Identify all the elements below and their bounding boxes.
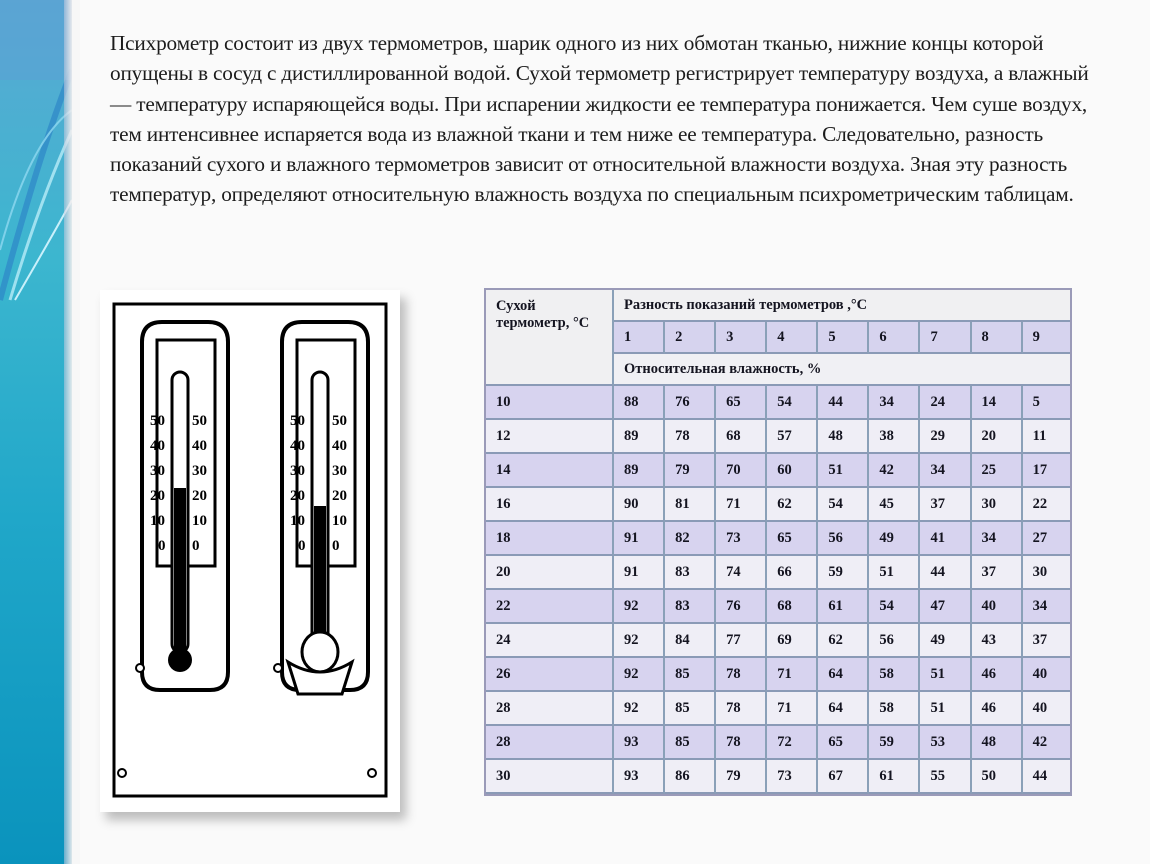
dry-temp-cell: 26	[486, 658, 614, 692]
humidity-value-cell: 81	[665, 488, 716, 522]
svg-text:10: 10	[332, 513, 347, 529]
humidity-value-cell: 46	[972, 658, 1023, 692]
humidity-value-cell: 14	[972, 386, 1023, 420]
humidity-value-cell: 92	[614, 658, 665, 692]
difference-value-cell: 1	[614, 322, 665, 354]
humidity-value-cell: 78	[716, 658, 767, 692]
humidity-value-cell: 48	[818, 420, 869, 454]
humidity-value-cell: 92	[614, 692, 665, 726]
humidity-value-cell: 54	[767, 386, 818, 420]
humidity-value-cell: 40	[1023, 658, 1070, 692]
table-row	[486, 420, 1070, 454]
dry-temp-cell: 18	[486, 522, 614, 556]
svg-text:0: 0	[158, 538, 166, 554]
humidity-value-cell: 65	[716, 386, 767, 420]
humidity-value-cell: 53	[920, 726, 971, 760]
svg-text:20: 20	[332, 488, 347, 504]
slide-page	[80, 0, 1150, 864]
table-row	[486, 590, 1070, 624]
table-row	[486, 760, 1070, 794]
decorative-sidebar	[0, 0, 72, 864]
humidity-value-cell: 78	[716, 726, 767, 760]
humidity-value-cell: 72	[767, 726, 818, 760]
humidity-value-cell: 76	[665, 386, 716, 420]
dry-temp-cell: 28	[486, 726, 614, 760]
difference-value-cell: 9	[1023, 322, 1070, 354]
humidity-value-cell: 54	[869, 590, 920, 624]
svg-text:40: 40	[150, 438, 165, 454]
humidity-value-cell: 78	[716, 692, 767, 726]
humidity-value-cell: 70	[716, 454, 767, 488]
humidity-value-cell: 42	[869, 454, 920, 488]
table-row	[486, 726, 1070, 760]
humidity-value-cell: 92	[614, 590, 665, 624]
svg-text:30: 30	[150, 463, 165, 479]
humidity-value-cell: 55	[920, 760, 971, 794]
humidity-table-container	[484, 288, 1072, 796]
dry-thermometer-header: Сухой термометр, °C	[486, 290, 614, 386]
humidity-value-cell: 49	[869, 522, 920, 556]
humidity-value-cell: 37	[920, 488, 971, 522]
humidity-value-cell: 92	[614, 624, 665, 658]
svg-text:40: 40	[290, 438, 305, 454]
humidity-value-cell: 37	[972, 556, 1023, 590]
svg-text:30: 30	[192, 463, 207, 479]
dry-temp-cell: 22	[486, 590, 614, 624]
humidity-value-cell: 22	[1023, 488, 1070, 522]
relative-humidity-header: Относительная влажность, %	[614, 354, 1070, 386]
humidity-value-cell: 25	[972, 454, 1023, 488]
humidity-value-cell: 67	[818, 760, 869, 794]
humidity-value-cell: 91	[614, 522, 665, 556]
dry-temp-cell: 24	[486, 624, 614, 658]
humidity-value-cell: 84	[665, 624, 716, 658]
humidity-value-cell: 42	[1023, 726, 1070, 760]
humidity-value-cell: 20	[972, 420, 1023, 454]
humidity-value-cell: 50	[972, 760, 1023, 794]
humidity-value-cell: 51	[920, 692, 971, 726]
humidity-value-cell: 86	[665, 760, 716, 794]
humidity-value-cell: 43	[972, 624, 1023, 658]
humidity-value-cell: 61	[818, 590, 869, 624]
table-row	[486, 692, 1070, 726]
humidity-value-cell: 40	[972, 590, 1023, 624]
svg-text:10: 10	[192, 513, 207, 529]
humidity-value-cell: 85	[665, 692, 716, 726]
humidity-value-cell: 17	[1023, 454, 1070, 488]
psychrometer-illustration	[100, 290, 400, 812]
humidity-value-cell: 71	[767, 658, 818, 692]
humidity-value-cell: 83	[665, 590, 716, 624]
humidity-value-cell: 76	[716, 590, 767, 624]
humidity-value-cell: 56	[869, 624, 920, 658]
humidity-value-cell: 30	[1023, 556, 1070, 590]
humidity-value-cell: 93	[614, 760, 665, 794]
humidity-value-cell: 91	[614, 556, 665, 590]
humidity-value-cell: 46	[972, 692, 1023, 726]
difference-header: Разность показаний термометров ,°C	[614, 290, 1070, 322]
svg-text:20: 20	[290, 488, 305, 504]
humidity-value-cell: 61	[869, 760, 920, 794]
decorative-swoosh-icon	[0, 0, 72, 864]
humidity-value-cell: 51	[818, 454, 869, 488]
table-row	[486, 556, 1070, 590]
humidity-value-cell: 89	[614, 420, 665, 454]
humidity-value-cell: 29	[920, 420, 971, 454]
svg-text:30: 30	[290, 463, 305, 479]
humidity-value-cell: 73	[716, 522, 767, 556]
humidity-value-cell: 27	[1023, 522, 1070, 556]
difference-value-cell: 6	[869, 322, 920, 354]
humidity-value-cell: 73	[767, 760, 818, 794]
humidity-value-cell: 56	[818, 522, 869, 556]
humidity-value-cell: 78	[665, 420, 716, 454]
svg-text:20: 20	[150, 488, 165, 504]
humidity-value-cell: 71	[767, 692, 818, 726]
difference-value-cell: 2	[665, 322, 716, 354]
difference-value-cell: 4	[767, 322, 818, 354]
humidity-value-cell: 59	[818, 556, 869, 590]
humidity-value-cell: 68	[767, 590, 818, 624]
dry-temp-cell: 16	[486, 488, 614, 522]
humidity-value-cell: 62	[818, 624, 869, 658]
humidity-value-cell: 68	[716, 420, 767, 454]
humidity-value-cell: 79	[665, 454, 716, 488]
humidity-value-cell: 44	[1023, 760, 1070, 794]
humidity-value-cell: 11	[1023, 420, 1070, 454]
humidity-value-cell: 34	[1023, 590, 1070, 624]
humidity-value-cell: 51	[869, 556, 920, 590]
humidity-value-cell: 34	[869, 386, 920, 420]
humidity-value-cell: 65	[818, 726, 869, 760]
humidity-value-cell: 82	[665, 522, 716, 556]
humidity-value-cell: 60	[767, 454, 818, 488]
humidity-value-cell: 51	[920, 658, 971, 692]
humidity-value-cell: 34	[920, 454, 971, 488]
humidity-value-cell: 58	[869, 692, 920, 726]
svg-text:50: 50	[290, 413, 305, 429]
description-paragraph: Психрометр состоит из двух термометров, шарик одного из них обмотан тканью, нижние концы которой опущены в сосуд с дистиллированной водой. Сухой термометр регистрирует температуру воздуха, а влажный — температуру испаряющейся воды. При испарении жидкости ее температура понижается. Чем суше воздух, тем интенсивнее испаряется вода из влажной ткани и тем ниже ее температура. Следовательно, разность показаний сухого и влажного термометров зависит от относительной влажности воздуха. Зная эту разность температур, определяют относительную влажность воздуха по специальным психрометрическим таблицам.	[110, 31, 1089, 207]
humidity-value-cell: 74	[716, 556, 767, 590]
humidity-value-cell: 64	[818, 658, 869, 692]
humidity-value-cell: 41	[920, 522, 971, 556]
humidity-value-cell: 79	[716, 760, 767, 794]
svg-text:10: 10	[150, 513, 165, 529]
humidity-value-cell: 49	[920, 624, 971, 658]
humidity-value-cell: 47	[920, 590, 971, 624]
humidity-value-cell: 85	[665, 726, 716, 760]
humidity-value-cell: 90	[614, 488, 665, 522]
humidity-value-cell: 30	[972, 488, 1023, 522]
humidity-value-cell: 24	[920, 386, 971, 420]
dry-temp-cell: 12	[486, 420, 614, 454]
humidity-value-cell: 5	[1023, 386, 1070, 420]
svg-text:50: 50	[192, 413, 207, 429]
humidity-value-cell: 83	[665, 556, 716, 590]
svg-text:40: 40	[192, 438, 207, 454]
humidity-value-cell: 45	[869, 488, 920, 522]
humidity-value-cell: 77	[716, 624, 767, 658]
svg-text:40: 40	[332, 438, 347, 454]
humidity-value-cell: 66	[767, 556, 818, 590]
svg-text:30: 30	[332, 463, 347, 479]
humidity-value-cell: 71	[716, 488, 767, 522]
dry-temp-cell: 20	[486, 556, 614, 590]
humidity-value-cell: 57	[767, 420, 818, 454]
humidity-value-cell: 44	[920, 556, 971, 590]
humidity-value-cell: 54	[818, 488, 869, 522]
humidity-value-cell: 40	[1023, 692, 1070, 726]
svg-text:0: 0	[192, 538, 200, 554]
humidity-value-cell: 48	[972, 726, 1023, 760]
dry-temp-cell: 10	[486, 386, 614, 420]
humidity-value-cell: 62	[767, 488, 818, 522]
humidity-value-cell: 38	[869, 420, 920, 454]
difference-value-cell: 3	[716, 322, 767, 354]
svg-text:0: 0	[332, 538, 340, 554]
humidity-value-cell: 89	[614, 454, 665, 488]
humidity-value-cell: 34	[972, 522, 1023, 556]
svg-text:20: 20	[192, 488, 207, 504]
humidity-value-cell: 64	[818, 692, 869, 726]
difference-value-cell: 7	[920, 322, 971, 354]
table-row	[486, 454, 1070, 488]
dry-temp-cell: 14	[486, 454, 614, 488]
difference-value-cell: 5	[818, 322, 869, 354]
table-row	[486, 658, 1070, 692]
humidity-value-cell: 85	[665, 658, 716, 692]
humidity-value-cell: 37	[1023, 624, 1070, 658]
humidity-value-cell: 59	[869, 726, 920, 760]
humidity-value-cell: 69	[767, 624, 818, 658]
table-row	[486, 386, 1070, 420]
humidity-value-cell: 44	[818, 386, 869, 420]
dry-temp-cell: 30	[486, 760, 614, 794]
humidity-value-cell: 93	[614, 726, 665, 760]
table-row	[486, 488, 1070, 522]
table-row	[486, 624, 1070, 658]
psychrometric-table	[484, 288, 1072, 796]
humidity-value-cell: 65	[767, 522, 818, 556]
svg-text:50: 50	[150, 413, 165, 429]
dry-temp-cell: 28	[486, 692, 614, 726]
svg-text:10: 10	[290, 513, 305, 529]
psychrometer-icon	[100, 290, 400, 812]
humidity-value-cell: 58	[869, 658, 920, 692]
humidity-value-cell: 88	[614, 386, 665, 420]
svg-text:50: 50	[332, 413, 347, 429]
difference-value-cell: 8	[972, 322, 1023, 354]
svg-text:0: 0	[298, 538, 306, 554]
table-row	[486, 522, 1070, 556]
